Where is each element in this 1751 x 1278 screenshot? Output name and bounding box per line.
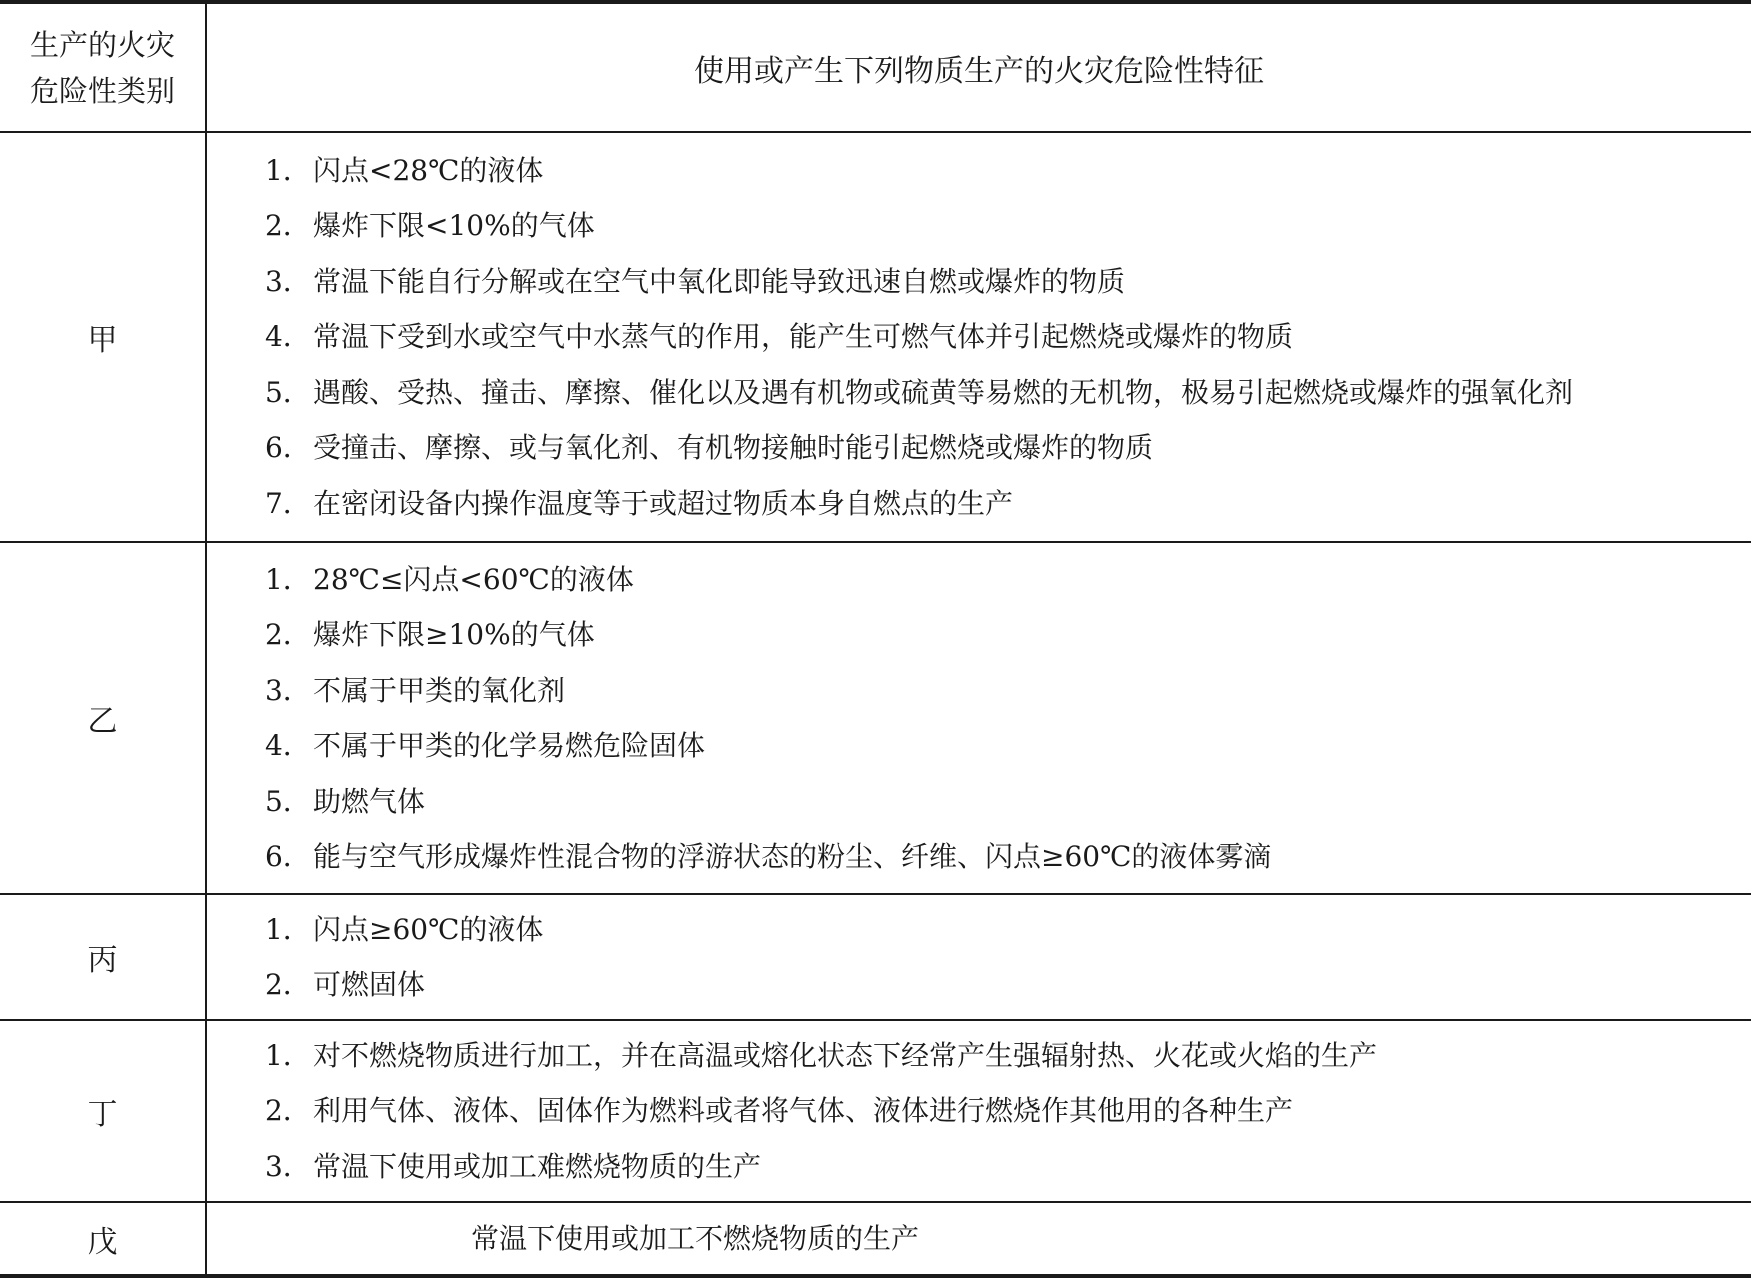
item-text: 常温下受到水或空气中水蒸气的作用，能产生可燃气体并引起燃烧或爆炸的物质 [313,320,1294,354]
header-description-cell: 使用或产生下列物质生产的火灾危险性特征 [206,2,1751,132]
item-number: 6． [265,431,311,465]
table-row [0,1020,1751,1202]
description-cell [206,1020,1751,1202]
list-item [265,829,1751,885]
category-cell: 乙 [0,542,206,894]
item-text: 遇酸、受热、撞击、摩擦、催化以及遇有机物或硫黄等易燃的无机物，极易引起燃烧或爆炸的强氧化剂 [313,375,1574,409]
item-text: 闪点≥60℃的液体 [313,912,544,946]
list-item [265,420,1751,476]
item-text: 受撞击、摩擦、或与氧化剂、有机物接触时能引起燃烧或爆炸的物质 [313,431,1154,465]
description-cell [206,542,1751,894]
item-text: 常温下使用或加工难燃烧物质的生产 [313,1149,762,1183]
description-cell [206,894,1751,1020]
list-item [265,663,1751,719]
item-number: 1． [265,153,311,187]
item-number: 3． [265,673,311,707]
description-cell [206,132,1751,542]
list-item [265,902,1751,958]
list-item [265,552,1751,608]
item-text: 能与空气形成爆炸性混合物的浮游状态的粉尘、纤维、闪点≥60℃的液体雾滴 [313,840,1272,873]
list-item [265,957,1751,1013]
list-item [265,198,1751,254]
item-list [207,1028,1751,1195]
item-number: 5． [265,784,311,818]
list-item [265,607,1751,663]
header-category-line2: 危险性类别 [29,73,175,108]
category-cell: 戊 [0,1202,206,1276]
item-text: 助燃气体 [313,784,426,818]
item-number: 3． [265,264,311,298]
list-item [265,1028,1751,1084]
item-number: 4． [265,729,311,762]
table-header-row [0,2,1751,132]
item-list [207,143,1751,532]
item-number: 4． [265,320,311,354]
item-text: 不属于甲类的氧化剂 [313,673,566,707]
item-number: 2． [265,968,311,1001]
item-text: 28℃≤闪点<60℃的液体 [313,562,634,596]
item-number: 6． [265,840,311,873]
list-item [265,1139,1751,1195]
list-item [265,143,1751,199]
table-row [0,894,1751,1020]
item-number: 5． [265,375,311,409]
list-item [265,254,1751,310]
item-number: 2． [265,618,311,651]
list-item [265,718,1751,774]
header-category-cell [0,2,206,132]
item-text: 闪点<28℃的液体 [313,153,544,187]
table-row [0,542,1751,894]
header-category-line1: 生产的火灾 [29,27,175,62]
category-cell: 甲 [0,132,206,542]
category-cell: 丁 [0,1020,206,1202]
item-number: 3． [265,1149,311,1183]
item-text: 可燃固体 [313,968,426,1001]
item-number: 2． [265,209,311,243]
item-list [207,902,1751,1013]
table-row [0,1202,1751,1276]
item-text: 对不燃烧物质进行加工，并在高温或熔化状态下经常产生强辐射热、火花或火焰的生产 [313,1038,1378,1072]
list-item [265,365,1751,421]
item-text: 不属于甲类的化学易燃危险固体 [313,729,706,762]
item-text: 利用气体、液体、固体作为燃料或者将气体、液体进行燃烧作其他用的各种生产 [313,1094,1294,1128]
item-text: 常温下使用或加工不燃烧物质的生产 [471,1222,920,1255]
item-number: 1． [265,1038,311,1072]
item-number: 2． [265,1094,311,1128]
item-number: 7． [265,486,311,520]
list-item [265,774,1751,830]
item-number: 1． [265,912,311,946]
list-item [265,1083,1751,1139]
list-item [265,476,1751,532]
list-item [265,309,1751,365]
item-text: 在密闭设备内操作温度等于或超过物质本身自燃点的生产 [313,486,1014,520]
item-list [207,552,1751,885]
table-row [0,132,1751,542]
item-number: 1． [265,562,311,596]
item-text: 爆炸下限≥10%的气体 [313,618,595,651]
item-text: 常温下能自行分解或在空气中氧化即能导致迅速自燃或爆炸的物质 [313,264,1126,298]
category-cell: 丙 [0,894,206,1020]
description-cell [206,1202,1751,1276]
item-text: 爆炸下限<10%的气体 [313,209,595,243]
